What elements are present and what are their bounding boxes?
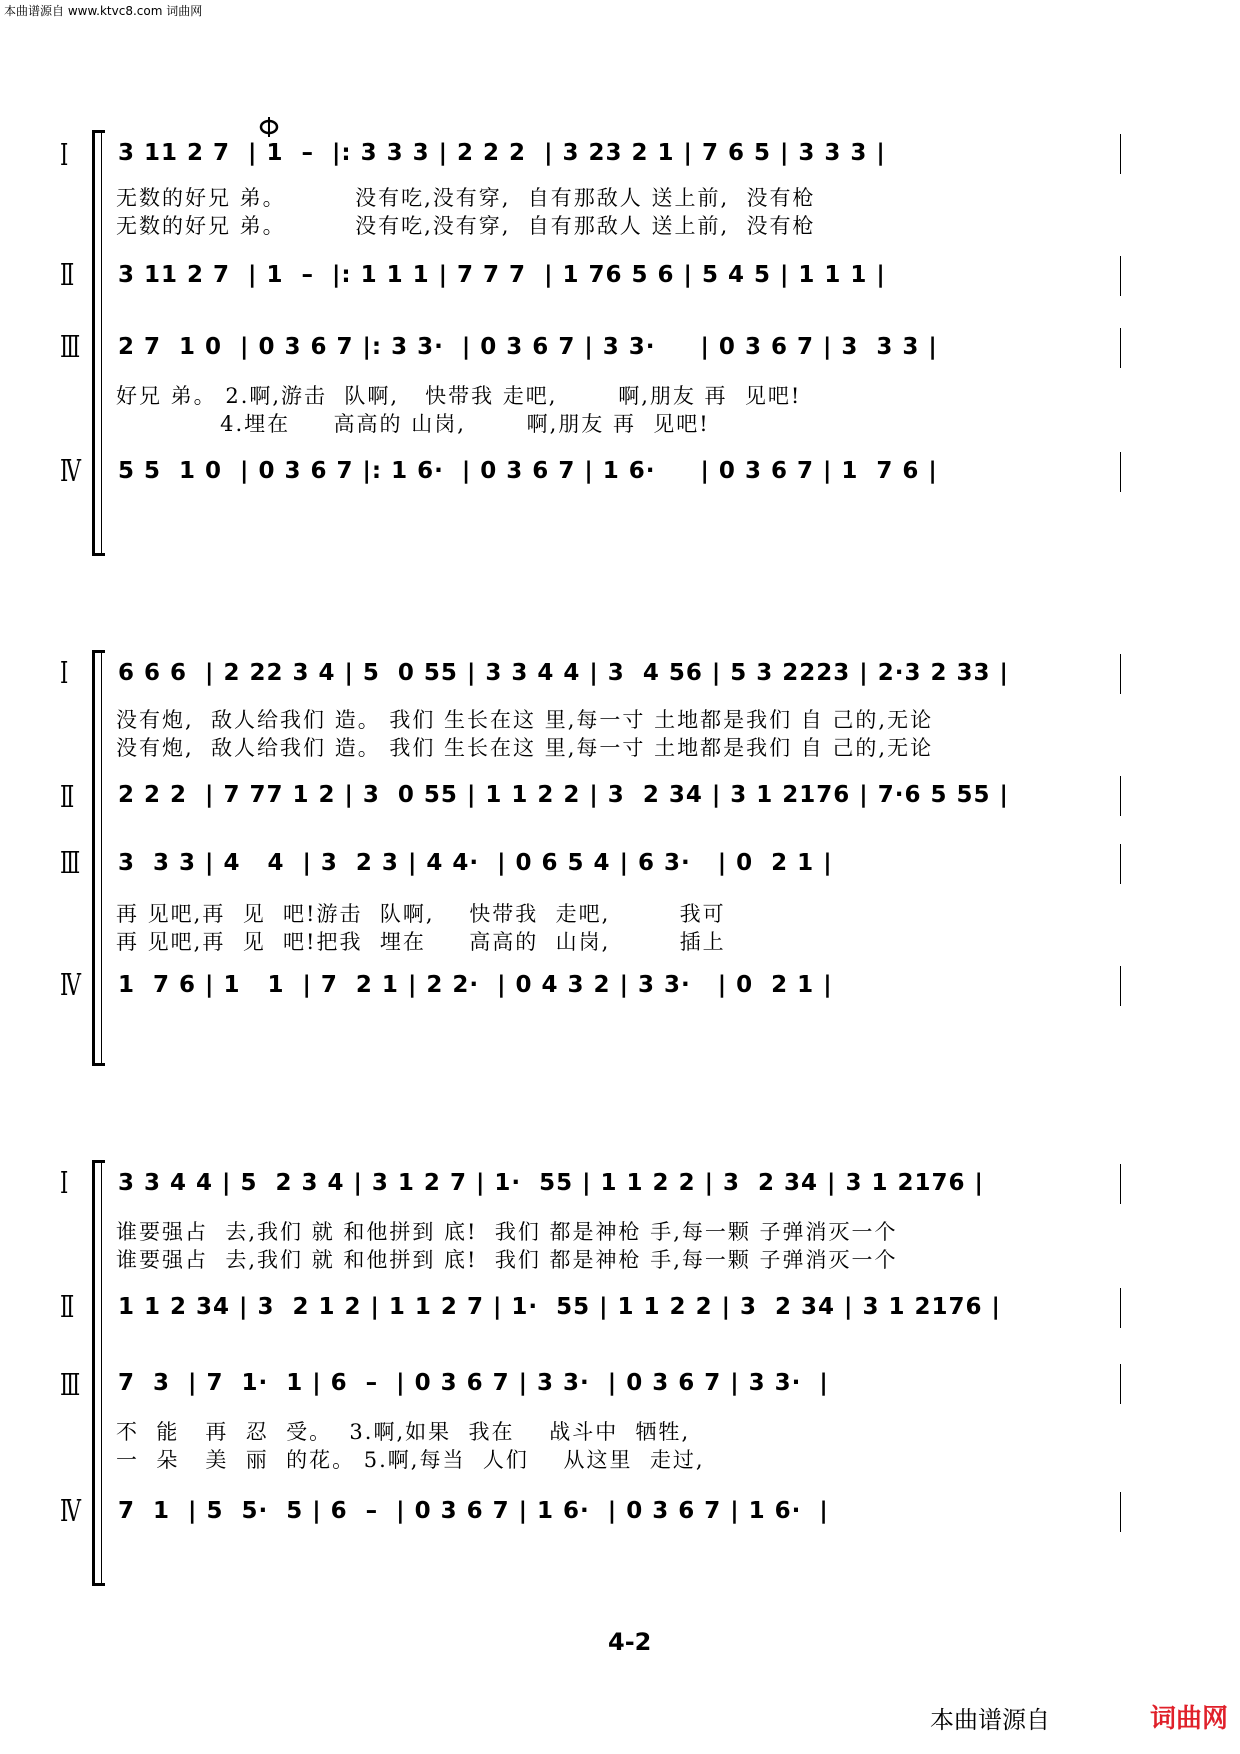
- lyrics-line: 不 能 再 忍 受。 3.啊,如果 我在 战斗中 牺牲,: [116, 1420, 691, 1444]
- part-4-notes: 1 7 6 | 1 1 | 7 2 1 | 2 2· | 0 4 3 2 | 3 3· | 0 2 1 |: [118, 972, 833, 998]
- part-label-3: Ⅲ: [60, 1368, 81, 1403]
- lyrics-line: 一 朵 美 丽 的花。 5.啊,每当 人们 从这里 走过,: [116, 1448, 705, 1472]
- part-label-2: Ⅱ: [60, 258, 75, 293]
- footer-source-text: 本曲谱源自: [930, 1706, 1050, 1734]
- final-barline: [1120, 1492, 1121, 1532]
- part-1-notes: 3 11 2 7 | 1 – |: 3 3 3 | 2 2 2 | 3 23 2 1 | 7 6 5 | 3 3 3 |: [118, 140, 886, 166]
- lyrics-line: 再 见吧,再 见 吧!游击 队啊, 快带我 走吧, 我可: [116, 902, 726, 926]
- part-label-4: Ⅳ: [60, 454, 81, 489]
- footer-site-logo[interactable]: 词曲网: [1150, 1704, 1229, 1734]
- part-2-notes: 3 11 2 7 | 1 – |: 1 1 1 | 7 7 7 | 1 76 5 6 | 5 4 5 | 1 1 1 |: [118, 262, 886, 288]
- part-4-notes: 7 1 | 5 5· 5 | 6 – | 0 3 6 7 | 1 6· | 0 3 6 7 | 1 6· |: [118, 1498, 829, 1524]
- final-barline: [1120, 1288, 1121, 1328]
- part-3-notes: 7 3 | 7 1· 1 | 6 – | 0 3 6 7 | 3 3· | 0 3 6 7 | 3 3· |: [118, 1370, 829, 1396]
- part-3-notes: 2 7 1 0 | 0 3 6 7 |: 3 3· | 0 3 6 7 | 3 3· | 0 3 6 7 | 3 3 3 |: [118, 334, 938, 360]
- part-label-1: Ⅰ: [60, 138, 69, 173]
- page-number: 4-2: [608, 1628, 652, 1656]
- part-label-4: Ⅳ: [60, 968, 81, 1003]
- part-label-3: Ⅲ: [60, 846, 81, 881]
- final-barline: [1120, 776, 1121, 816]
- source-header: 本曲谱源自 www.ktvc8.com 词曲网: [4, 4, 203, 18]
- part-2-notes: 2 2 2 | 7 77 1 2 | 3 0 55 | 1 1 2 2 | 3 2 34 | 3 1 2176 | 7·6 5 55 |: [118, 782, 1009, 808]
- lyrics-line: 没有炮, 敌人给我们 造。 我们 生长在这 里,每一寸 土地都是我们 自 己的,无论: [116, 708, 934, 732]
- part-3-notes: 3 3 3 | 4 4 | 3 2 3 | 4 4· | 0 6 5 4 | 6 3· | 0 2 1 |: [118, 850, 833, 876]
- lyrics-line: 无数的好兄 弟。 没有吃,没有穿, 自有那敌人 送上前, 没有枪: [116, 214, 816, 238]
- part-label-1: Ⅰ: [60, 1166, 69, 1201]
- part-label-2: Ⅱ: [60, 1290, 75, 1325]
- final-barline: [1120, 966, 1121, 1006]
- part-label-1: Ⅰ: [60, 656, 69, 691]
- final-barline: [1120, 134, 1121, 174]
- lyrics-line: 谁要强占 去,我们 就 和他拼到 底! 我们 都是神枪 手,每一颗 子弹消灭一个: [116, 1248, 898, 1272]
- lyrics-line: 没有炮, 敌人给我们 造。 我们 生长在这 里,每一寸 土地都是我们 自 己的,无论: [116, 736, 934, 760]
- part-label-2: Ⅱ: [60, 780, 75, 815]
- lyrics-line: 谁要强占 去,我们 就 和他拼到 底! 我们 都是神枪 手,每一颗 子弹消灭一个: [116, 1220, 898, 1244]
- system-bracket: [92, 130, 105, 556]
- final-barline: [1120, 1364, 1121, 1404]
- part-1-notes: 3 3 4 4 | 5 2 3 4 | 3 1 2 7 | 1· 55 | 1 1 2 2 | 3 2 34 | 3 1 2176 |: [118, 1170, 984, 1196]
- final-barline: [1120, 844, 1121, 884]
- part-label-4: Ⅳ: [60, 1494, 81, 1529]
- system-bracket: [92, 1160, 105, 1586]
- lyrics-line: 无数的好兄 弟。 没有吃,没有穿, 自有那敌人 送上前, 没有枪: [116, 186, 816, 210]
- final-barline: [1120, 452, 1121, 492]
- part-4-notes: 5 5 1 0 | 0 3 6 7 |: 1 6· | 0 3 6 7 | 1 6· | 0 3 6 7 | 1 7 6 |: [118, 458, 938, 484]
- coda-sign-icon: [258, 116, 280, 138]
- system-bracket: [92, 650, 105, 1066]
- final-barline: [1120, 654, 1121, 694]
- final-barline: [1120, 328, 1121, 368]
- part-1-notes: 6 6 6 | 2 22 3 4 | 5 0 55 | 3 3 4 4 | 3 4 56 | 5 3 2223 | 2·3 2 33 |: [118, 660, 1009, 686]
- lyrics-line: 4.埋在 高高的 山岗, 啊,朋友 再 见吧!: [116, 412, 710, 436]
- lyrics-line: 好兄 弟。 2.啊,游击 队啊, 快带我 走吧, 啊,朋友 再 见吧!: [116, 384, 802, 408]
- final-barline: [1120, 256, 1121, 296]
- part-2-notes: 1 1 2 34 | 3 2 1 2 | 1 1 2 7 | 1· 55 | 1 1 2 2 | 3 2 34 | 3 1 2176 |: [118, 1294, 1001, 1320]
- part-label-3: Ⅲ: [60, 330, 81, 365]
- lyrics-line: 再 见吧,再 见 吧!把我 埋在 高高的 山岗, 插上: [116, 930, 726, 954]
- final-barline: [1120, 1164, 1121, 1204]
